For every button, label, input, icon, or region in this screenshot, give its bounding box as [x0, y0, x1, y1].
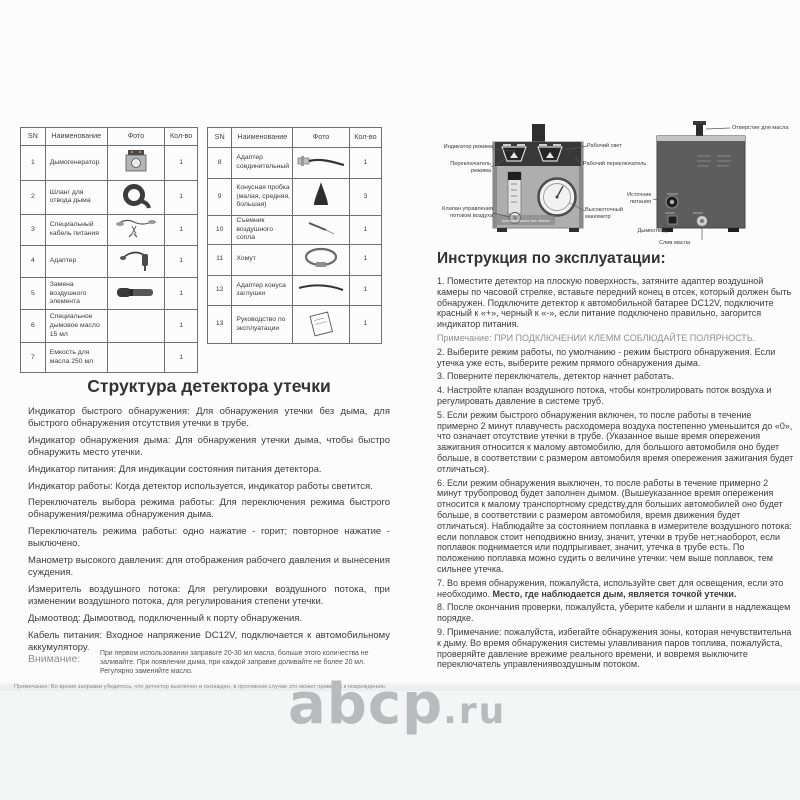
structure-paragraph: Индикатор обнаружения дыма: Для обнаружения утечки дыма, чтобы быстро обнаружить место утечки.	[28, 434, 390, 459]
instruction-bold-text: Место, где наблюдается дым, является точкой утечки.	[492, 588, 737, 599]
table-row	[208, 305, 382, 344]
part-qty: 1	[165, 215, 198, 246]
part-qty: 1	[349, 148, 381, 179]
table-row	[21, 310, 198, 343]
part-qty: 1	[349, 244, 381, 275]
structure-paragraph: Манометр высокого давления: для отображения рабочего давления и вынесения суждения.	[28, 555, 390, 579]
part-sn: 11	[208, 244, 232, 275]
col-header-photo: Фото	[293, 128, 350, 148]
part-name: Адаптер конуса заглушки	[232, 275, 293, 305]
part-name: Дымогенератор	[45, 146, 107, 181]
part-qty: 1	[349, 216, 381, 245]
part-name: Емкость для масла 250 мл	[45, 343, 107, 373]
structure-paragraph: Кабель питания: Входное напряжение DC12V, подключается к автомобильному аккумулятору.	[28, 629, 390, 653]
instructions-list	[437, 276, 794, 670]
part-photo-smoke-generator-icon	[107, 146, 165, 181]
col-header-photo: Фото	[107, 128, 165, 146]
instruction-paragraph: 4. Настройте клапан воздушного потока, чтобы контролировать поток воздуха и регулировать давление в системе труб.	[437, 385, 772, 406]
part-qty: 1	[165, 146, 198, 181]
parts-table-right	[207, 127, 382, 344]
part-sn: 10	[208, 216, 232, 245]
part-qty: 3	[349, 179, 381, 216]
figure-label-mode-indicator: Индикатор режима	[443, 144, 493, 150]
part-sn: 1	[21, 146, 46, 181]
part-name: Руководство по эксплуатации	[232, 305, 293, 344]
structure-paragraph: Переключатель выбора режима работы: Для переключения режима быстрого обнаружения/режима обнаружения дыма.	[28, 497, 390, 521]
attention-label: Внимание:	[28, 653, 81, 665]
figure-label-gauge: Высокоточный манометр	[585, 207, 623, 220]
part-name: Шланг для отвода дыма	[45, 180, 107, 215]
part-sn: 2	[21, 180, 46, 215]
refill-note: Примечание: Во время заправки убедитесь, что детектор выключен и охлажден, в противном случае это может привести к повреждению.	[14, 684, 387, 690]
device-figure	[435, 100, 795, 252]
structure-paragraph: Индикатор работы: Когда детектор используется, индикатор работы светится.	[28, 480, 373, 492]
watermark	[288, 672, 506, 737]
parts-table	[207, 127, 382, 344]
col-header-name: Наименование	[232, 128, 293, 148]
col-header-name: Наименование	[45, 128, 107, 146]
structure-paragraphs	[28, 406, 390, 654]
part-photo-smoke-hose-icon	[107, 180, 165, 215]
structure-section	[28, 376, 390, 658]
part-sn: 7	[21, 343, 46, 373]
table-row	[208, 275, 382, 305]
instruction-paragraph: 5. Если режим быстрого обнаружения включен, то после работы в течение примерно 2 минут плавучесть расходомера воздуха постепенно уменьшится до «0», что означает отсутствие утечки в трубе. (Указанное выше время опережения зажигания относится к малому автомобилю, для большого автомобиля оно будет больше, в соответствии с размером автомобиля время опережения зажигания будет отличаться).	[437, 409, 794, 474]
attention-text: При первом использовании заправьте 20-30 мл масла, больше этого количества не заливайте. При появлении дыма, при каждой заправке доливайте не более 20 мл. Регулярно заменяйте масло.	[100, 650, 369, 676]
figure-label-work-light: Рабочий свет	[587, 143, 622, 149]
part-photo-clamp-icon	[293, 244, 350, 275]
part-sn: 4	[21, 245, 46, 278]
instruction-paragraph: 8. После окончания проверки, пожалуйста, уберите кабели и шланги в надлежащем порядке.	[437, 602, 791, 624]
watermark-suffix: .ru	[443, 691, 507, 732]
part-qty: 1	[349, 305, 381, 344]
part-qty: 1	[165, 310, 198, 343]
instruction-paragraph: 2. Выберите режим работы, по умолчанию - режим быстрого обнаружения. Если утечка уже есть, выберите режим прямого обнаружения дыма.	[437, 346, 776, 368]
table-row	[208, 179, 382, 216]
figure-label-work-switch: Рабочий переключатель	[583, 161, 647, 167]
instructions-title: Инструкция по эксплуатации:	[437, 250, 666, 267]
part-name: Съемник воздушного сопла	[232, 216, 293, 245]
part-qty: 1	[165, 180, 198, 215]
watermark-text: abcp	[288, 672, 444, 737]
instruction-paragraph: Примечание: ПРИ ПОДКЛЮЧЕНИИ КЛЕММ СОБЛЮДАЙТЕ ПОЛЯРНОСТЬ.	[437, 332, 756, 343]
table-row	[21, 278, 198, 310]
structure-paragraph: Переключатель режима работы: одно нажатие - горит; повторное нажатие - выключено.	[28, 526, 390, 550]
part-name: Адаптер	[45, 245, 107, 278]
part-photo-plug-adapter-icon	[293, 275, 350, 305]
figure-label-smoke-outlet: Дымоотвод	[637, 228, 667, 234]
part-photo-power-cable-icon	[107, 215, 165, 246]
part-name: Конусная пробка (малая, средняя, большая)	[232, 179, 293, 216]
structure-paragraph: Измеритель воздушного потока: Для регулировки воздушного потока, при изменении воздушного потока, для регулирования степени утечки.	[28, 583, 390, 608]
part-sn: 12	[208, 275, 232, 305]
part-photo-manual-icon	[293, 305, 350, 344]
structure-paragraph: Дымоотвод: Дымоотвод, подключенный к порту обнаружения.	[28, 612, 303, 624]
parts-table	[20, 127, 198, 373]
instruction-paragraph: 6. Если режим обнаружения выключен, то после работы в течение примерно 2 минут трубопровод будет заполнен дымом. (Вышеуказанное время опережения относится к малому транспортному средству,для больших автомобилей оно будет больше, в соответствии с размером автомобиля, время движения будет отличаться). Наблюдайте за состоянием поплавка в измерителе воздушного потока: если поплавок стоит неподвижно внизу, значит, утечки в трубе нет;наоборот, если поплавок поднимается или подпрыгивает, значит, утечка в трубе есть. По положению поплавка можно судить о величине утечки: чем выше поплавок, тем сильнее утечка.	[437, 477, 792, 574]
table-row	[208, 216, 382, 245]
part-name: Адаптер соединительный	[232, 148, 293, 179]
part-sn: 8	[208, 148, 232, 179]
part-sn: 6	[21, 310, 46, 343]
part-qty: 1	[165, 245, 198, 278]
figure-label-oil-hole: Отверстие для масла	[732, 125, 789, 131]
figure-label-air-valve: Клапан управления потоком воздуха	[442, 206, 493, 219]
parts-table-left	[20, 127, 198, 373]
part-name: Замена воздушного элемента	[45, 278, 107, 310]
table-row	[21, 343, 198, 373]
col-header-sn: SN	[21, 128, 46, 146]
figure-label-oil-drain: Слив масла	[659, 240, 691, 246]
instruction-paragraph: 3. Поверните переключатель, детектор начнет работать.	[437, 371, 675, 382]
device-caption: Automotive smoke leak detector	[501, 219, 551, 223]
part-photo-cone-plug-icon	[293, 179, 350, 216]
part-photo-connector-adapter-icon	[293, 148, 350, 179]
part-sn: 13	[208, 305, 232, 344]
part-qty: 1	[349, 275, 381, 305]
part-name: Специальный кабель питания	[45, 215, 107, 246]
part-qty: 1	[165, 343, 198, 373]
table-row	[208, 148, 382, 179]
part-sn: 9	[208, 179, 232, 216]
col-header-qty: Кол-во	[349, 128, 381, 148]
part-photo-adapter-cable-icon	[107, 245, 165, 278]
part-name: Специальное дымовое масло 15 мл	[45, 310, 107, 343]
part-sn: 3	[21, 215, 46, 246]
device-illustration	[435, 100, 795, 252]
part-photo-none-icon	[107, 310, 165, 343]
figure-label-mode-switch: Переключатель режима	[450, 161, 491, 174]
structure-paragraph: Индикатор питания: Для индикации состояния питания детектора.	[28, 463, 322, 475]
col-header-qty: Кол-во	[165, 128, 198, 146]
part-photo-none-icon	[107, 343, 165, 373]
structure-paragraph: Индикатор быстрого обнаружения: Для обнаружения утечки без дыма, для быстрого обнаружения отсутствия утечки в трубе.	[28, 406, 390, 430]
instruction-paragraph: 9. Примечание: пожалуйста, избегайте обнаружения зоны, которая нечувствительна к дыму. Во время обнаружения системы улавливания паров топлива, пожалуйста, проверяйте давление врежиме реального времени, и вовремя выключите переключатель управлениявоздушным потоком.	[437, 626, 792, 670]
figure-label-power-source: Источник питания	[627, 192, 651, 205]
part-photo-nozzle-remover-icon	[293, 216, 350, 245]
table-row	[21, 215, 198, 246]
table-row	[21, 180, 198, 215]
instruction-paragraph: 1. Поместите детектор на плоскую поверхность, затяните адаптер воздушной камеры по часовой стрелке, вставьте передний конец в отсек, который должен быть обнаружен. Подключите детектор к автомобильной батарее DC12V, подключите красный к «+», черный к «-», если питание подключено правильно, загорится индикатор питания.	[437, 276, 792, 330]
table-row	[21, 146, 198, 181]
part-sn: 5	[21, 278, 46, 310]
structure-title: Структура детектора утечки	[87, 376, 331, 396]
table-row	[208, 244, 382, 275]
table-row	[21, 245, 198, 278]
part-photo-air-element-icon	[107, 278, 165, 310]
part-name: Хомут	[232, 244, 293, 275]
instructions-section	[437, 250, 794, 673]
instruction-paragraph: 7. Во время обнаружения, пожалуйста, используйте свет для освещения, если это необходимо. Место, где наблюдается дым, является точкой утечки.	[437, 577, 784, 599]
part-qty: 1	[165, 278, 198, 310]
col-header-sn: SN	[208, 128, 232, 148]
